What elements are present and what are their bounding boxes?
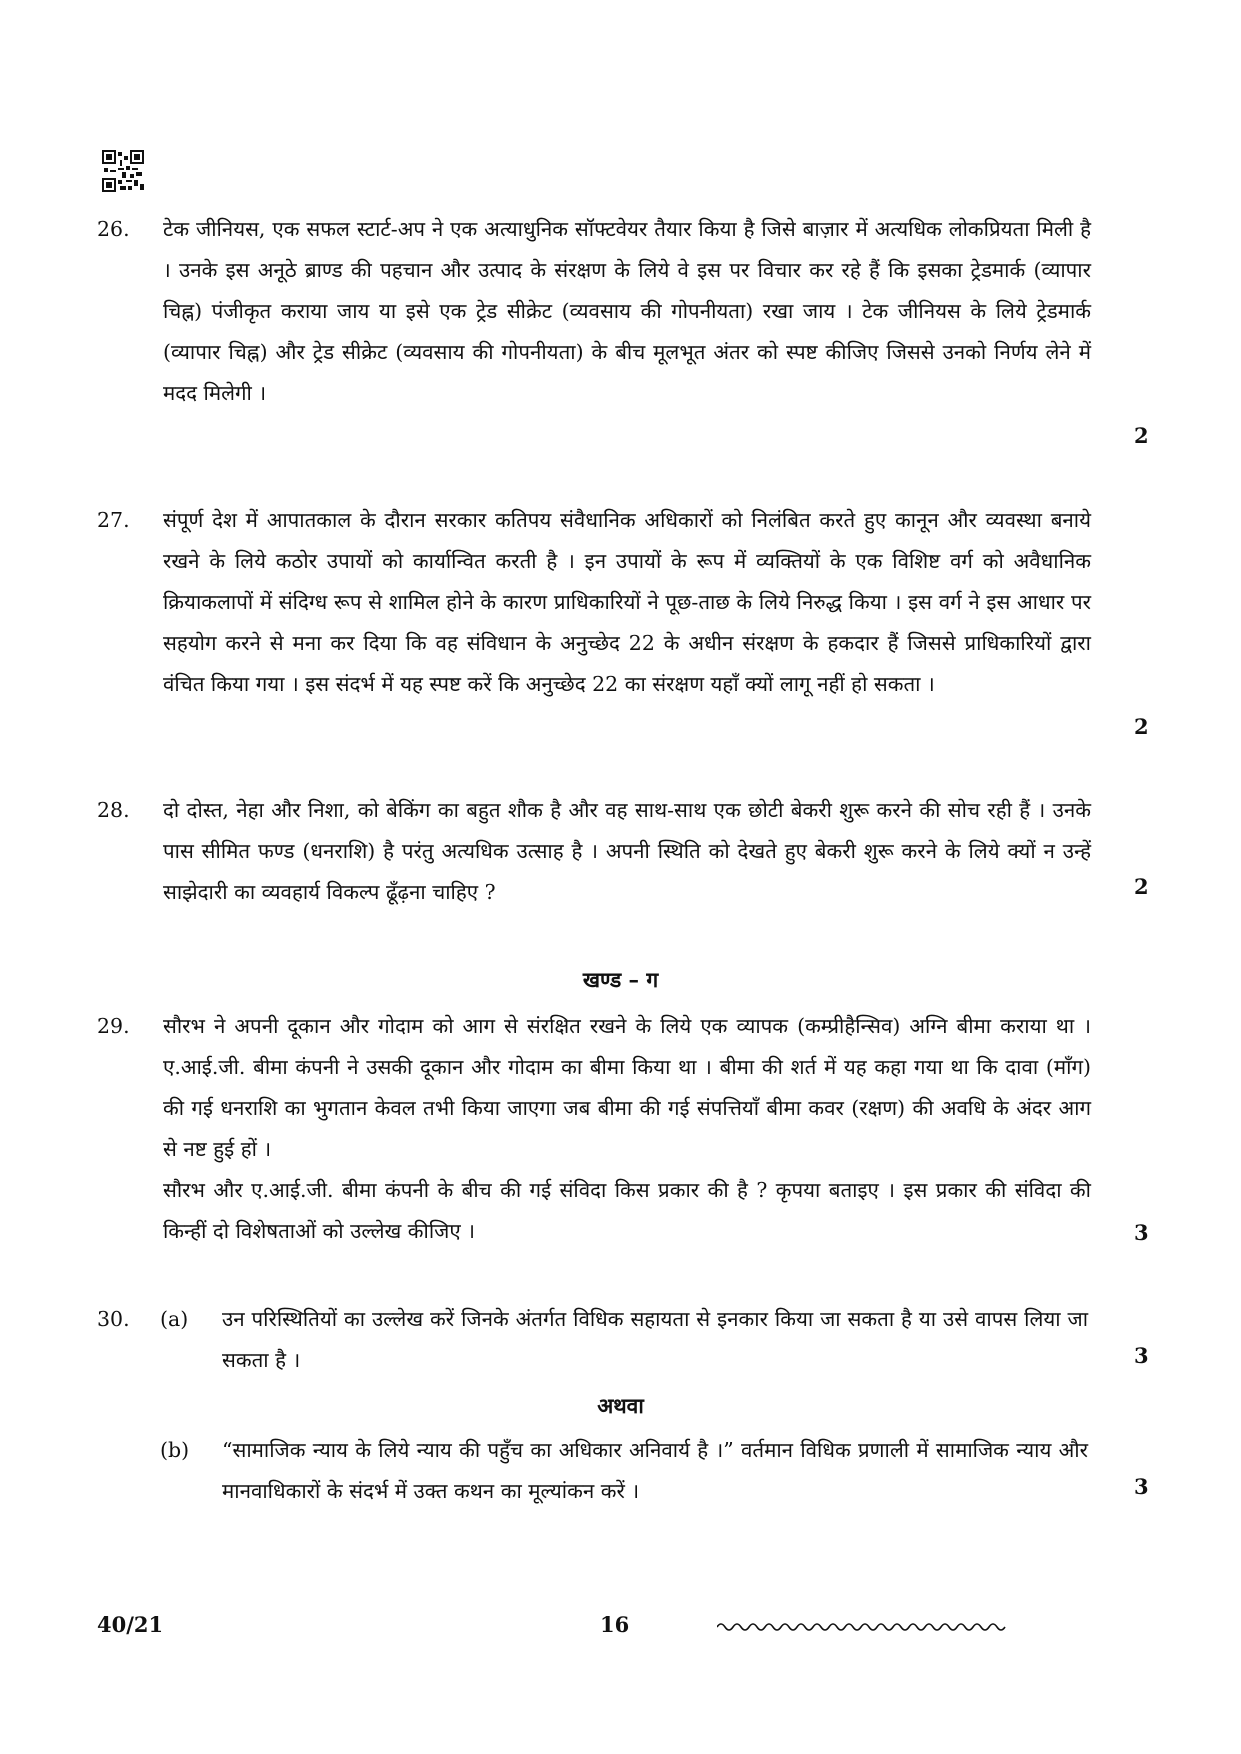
- question-29: [97, 1006, 1147, 1252]
- wavy-line-decoration: [717, 1620, 1007, 1634]
- or-label: अथवा: [597, 1393, 644, 1418]
- section-title: खण्ड – ग: [582, 967, 659, 992]
- question-number: 26.: [97, 217, 130, 241]
- question-marks: 3: [1134, 1220, 1149, 1245]
- question-26: [97, 209, 1147, 414]
- question-text-part-2: सौरभ और ए.आई.जी. बीमा कंपनी के बीच की गई संविदा किस प्रकार की है ? कृपया बताइए । इस प्रकार की संविदा की किन्हीं दो विशेषताओं को उल्लेख कीजिए ।: [163, 1178, 1091, 1243]
- question-marks: 2: [1134, 874, 1149, 899]
- page-number: 16: [600, 1612, 630, 1637]
- paper-code: 40/21: [97, 1612, 164, 1637]
- option-text: उन परिस्थितियों का उल्लेख करें जिनके अंतर्गत विधिक सहायता से इनकार किया जा सकता है या उसे वापस लिया जा सकता है ।: [222, 1307, 1088, 1372]
- question-28: [97, 790, 1147, 913]
- question-number: 28.: [97, 798, 130, 822]
- question-number: 30.: [97, 1307, 130, 1331]
- qr-code-icon: [102, 150, 144, 192]
- question-27: [97, 500, 1147, 705]
- question-30-option-b: [160, 1430, 1088, 1512]
- question-text: सौरभ ने अपनी दूकान और गोदाम को आग से संरक्षित रखने के लिये एक व्यापक (कम्प्रीहैन्सिव) अग्नि बीमा कराया था । ए.आई.जी. बीमा कंपनी ने उसकी दूकान और गोदाम का बीमा किया था । बीमा की शर्त में यह कहा गया था कि दावा (माँग) की गई धनराशि का भुगतान केवल तभी किया जाएगा जब बीमा की गई संपत्तियाँ बीमा कवर (रक्षण) की अवधि के अंदर आग से नष्ट हुई हों ।: [163, 1014, 1091, 1161]
- question-marks: 3: [1134, 1343, 1149, 1368]
- question-marks: 2: [1134, 714, 1149, 739]
- option-text: “सामाजिक न्याय के लिये न्याय की पहुँच का अधिकार अनिवार्य है ।” वर्तमान विधिक प्रणाली में सामाजिक न्याय और मानवाधिकारों के संदर्भ में उक्त कथन का मूल्यांकन करें ।: [222, 1438, 1088, 1503]
- option-label: (b): [160, 1438, 190, 1462]
- question-text: टेक जीनियस, एक सफल स्टार्ट-अप ने एक अत्याधुनिक सॉफ्टवेयर तैयार किया है जिसे बाज़ार में अत्यधिक लोकप्रियता मिली है । उनके इस अनूठे ब्राण्ड की पहचान और उत्पाद के संरक्षण के लिये वे इस पर विचार कर रहे हैं कि इसका ट्रेडमार्क (व्यापार चिह्न) पंजीकृत कराया जाय या इसे एक ट्रेड सीक्रेट (व्यवसाय की गोपनीयता) रखा जाय । टेक जीनियस के लिये ट्रेडमार्क (व्यापार चिह्न) और ट्रेड सीक्रेट (व्यवसाय की गोपनीयता) के बीच मूलभूत अंतर को स्पष्ट कीजिए जिससे उनको निर्णय लेने में मदद मिलेगी ।: [163, 217, 1091, 405]
- question-text: दो दोस्त, नेहा और निशा, को बेकिंग का बहुत शौक है और वह साथ-साथ एक छोटी बेकरी शुरू करने की सोच रही हैं । उनके पास सीमित फण्ड (धनराशि) है परंतु अत्यधिक उत्साह है । अपनी स्थिति को देखते हुए बेकरी शुरू करने के लिये क्यों न उन्हें साझेदारी का व्यवहार्य विकल्प ढूँढ़ना चाहिए ?: [163, 798, 1091, 904]
- question-number: 27.: [97, 508, 130, 532]
- question-30-option-a: [160, 1299, 1088, 1381]
- question-text: संपूर्ण देश में आपातकाल के दौरान सरकार कतिपय संवैधानिक अधिकारों को निलंबित करते हुए कानून और व्यवस्था बनाये रखने के लिये कठोर उपायों को कार्यान्वित करती है । इन उपायों के रूप में व्यक्तियों के एक विशिष्ट वर्ग को अवैधानिक क्रियाकलापों में संदिग्ध रूप से शामिल होने के कारण प्राधिकारियों ने पूछ-ताछ के लिये निरुद्ध किया । इस वर्ग ने इस आधार पर सहयोग करने से मना कर दिया कि वह संविधान के अनुच्छेद 22 के अधीन संरक्षण के हकदार हैं जिससे प्राधिकारियों द्वारा वंचित किया गया । इस संदर्भ में यह स्पष्ट करें कि अनुच्छेद 22 का संरक्षण यहाँ क्यों लागू नहीं हो सकता ।: [163, 508, 1091, 696]
- question-marks: 3: [1134, 1474, 1149, 1499]
- question-number: 29.: [97, 1014, 130, 1038]
- option-label: (a): [160, 1307, 189, 1331]
- question-marks: 2: [1134, 423, 1149, 448]
